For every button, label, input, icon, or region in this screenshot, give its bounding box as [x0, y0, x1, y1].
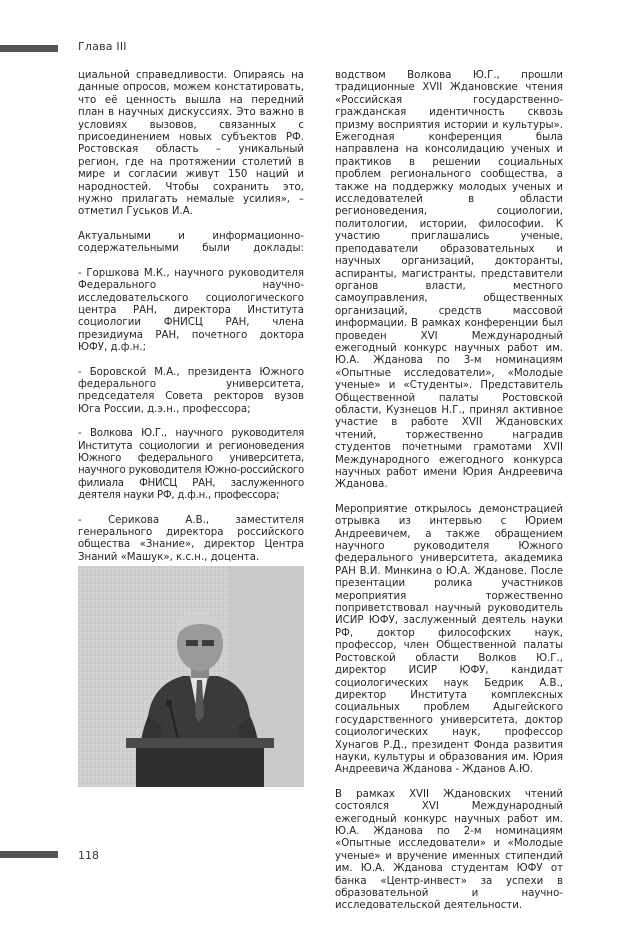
left-column	[78, 70, 304, 613]
footer-decor-bar	[0, 851, 58, 858]
paragraph: - Боровской М.А., президента Южного федерального университета, председателя Совета ректоров вузов Юга России, д.э.н., профессора;	[78, 366, 304, 415]
paragraph: - Серикова А.В., заместителя генерального директора российского общества «Знание», директор Центра Знаний «Машук», к.с.н., доцента.	[78, 514, 304, 563]
page-number: 118	[78, 849, 99, 862]
paragraph: Мероприятие открылось демонстрацией отрывка из интервью с Юрием Андреевичем, а также обращением научного руководителя Южного федерального университета, академика РАН В.И. Минкина о Ю.А. Жданове. После презентации ролика участников мероприятия торжественно поприветствовал научный руководитель ИСИР ЮФУ, заслуженный деятель науки РФ, доктор философских наук, профессор, член Общественной палаты Ростовской области Волков Ю.Г., директор ИСИР ЮФУ, кандидат социологических наук Бедрик А.В., директор Института комплексных социальных проблем Адыгейского государственного университета, доктор социологических наук, профессор Хунагов Р.Д., президент Фонда развития науки, культуры и образования им. Юрия Андреевича Жданова - Жданов А.Ю.	[335, 503, 563, 776]
right-column	[335, 70, 563, 925]
paragraph: водством Волкова Ю.Г., прошли традиционные XVII Ждановские чтения «Российская государственно-гражданская идентичность сквозь призму восприятия истории и культуры». Ежегодная конференция была направлена на консолидацию ученых и практиков в решении социальных проблем регионального сообщества, а также на поддержку молодых ученых и исследователей в области регионоведения, социологии, политологии, истории, философии. К участию приглашались ученые, преподаватели образовательных и научных организаций, докторанты, аспиранты, магистранты, представители органов власти, местного самоуправления, общественных организаций, средств массовой информации. В рамках конференции был проведен XVI Международный ежегодный конкурс научных работ им. Ю.А. Жданова по 3-м номинациям «Опытные исследователи», «Молодые ученые» и «Студенты». Представитель Общественной палаты Ростовской области, Кузнецов Н.Г., принял активное участие в работе XVII Ждановских чтений, торжественно наградив студентов почетными грамотами XVII Международного ежегодного конкурса научных работ имени Юрия Андреевича Жданова.	[335, 70, 563, 491]
paragraph: Актуальными и информационно-содержательными были доклады:	[78, 230, 304, 255]
paragraph: В рамках XVII Ждановских чтений состоялся XVI Международный ежегодный конкурс научных работ им. Ю.А. Жданова по 2-м номинациям «Опытные исследователи» и «Молодые ученые» и вручение именных стипендий им. Ю.А. Жданова студентам ЮФУ от банка «Центр-инвест» за успехи в образовательной и научно-исследовательской деятельности.	[335, 788, 563, 912]
header-decor-bar	[0, 45, 58, 52]
paragraph: циальной справедливости. Опираясь на данные опросов, можем констатировать, что её ценность вышла на передний план в научных дискуссиях. Это важно в условиях вызовов, связанных с присоединением новых субъектов РФ. Ростовская область – уникальный регион, где на протяжении столетий в мире и согласии живут 150 наций и народностей. Чтобы сохранить это, нужно прилагать немалые усилия», – отметил Гуськов И.А.	[78, 70, 304, 218]
speaker-photo	[78, 566, 304, 787]
paragraph: - Волкова Ю.Г., научного руководителя Института социологии и регионоведения Южного федерального университета, научного руководителя Южно-российского филиала ФНИСЦ РАН, заслуженного деятеля науки РФ, д.ф.н., профессора;	[78, 428, 304, 502]
chapter-title: Глава III	[78, 40, 127, 53]
paragraph: - Горшкова М.К., научного руководителя Федерального научно-исследовательского социологического центра РАН, директора Института социологии ФНИСЦ РАН, члена президиума РАН, почетного доктора ЮФУ, д.ф.н.;	[78, 267, 304, 354]
